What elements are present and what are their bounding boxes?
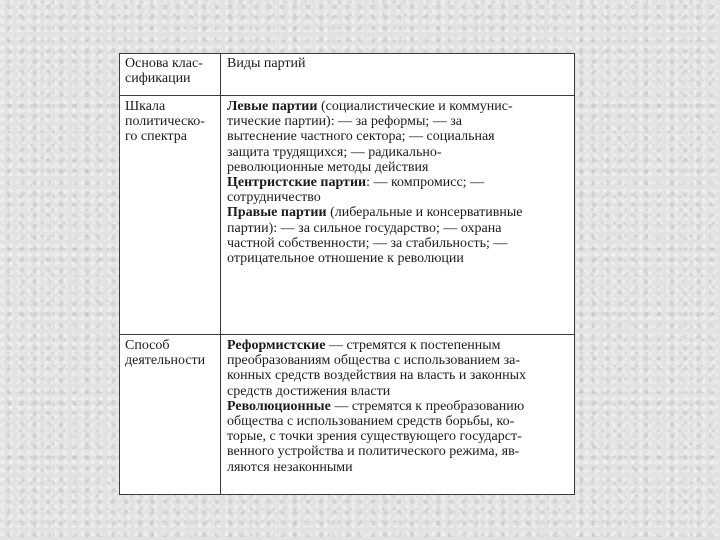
entry-revolutionary (227, 399, 570, 475)
header-party-types: Виды партий (221, 54, 574, 96)
entry-right-parties (227, 205, 570, 266)
entry-desc: : — компромисс; — сотрудничество (227, 175, 485, 206)
entry-desc: — стремятся к постепенным преобразованиям общества с использованием за- конных средств воздействия на власть и законных средств достижения власти (227, 338, 527, 399)
entry-centrist-parties (227, 175, 570, 205)
header-basis: Основа клас- сификации (120, 54, 221, 96)
entry-name: Правые партии (227, 205, 327, 221)
entry-desc: (социалистические и коммунис- тические партии): — за реформы; — за вытеснение частного сектора; — социальная защита трудящихся; — радикально- революционные методы действия (227, 99, 513, 175)
party-classification-table (119, 53, 575, 495)
row-content-political-spectrum (221, 96, 574, 335)
entry-name: Реформистские (227, 338, 326, 353)
entry-name: Центристские партии (227, 175, 367, 191)
entry-reformist (227, 338, 570, 399)
entry-desc: (либеральные и консервативные партии): — за сильное государство; — охрана частной собственности; — за стабильность; — отрицательное отношение к революции (227, 205, 523, 267)
entry-name: Левые партии (227, 99, 318, 114)
entry-desc: — стремятся к преобразованию общества с использованием средств борьбы, ко- торые, с точки зрения существующего государст- венного устройства и политического режима, яв- ляются незаконными (227, 398, 525, 475)
row-content-activity-method (221, 335, 574, 494)
row-basis-political-spectrum: Шкала политическо- го спектра (120, 96, 221, 335)
row-basis-activity-method: Способ деятельности (120, 335, 221, 494)
entry-name: Революционные (227, 398, 331, 414)
entry-left-parties (227, 99, 570, 175)
